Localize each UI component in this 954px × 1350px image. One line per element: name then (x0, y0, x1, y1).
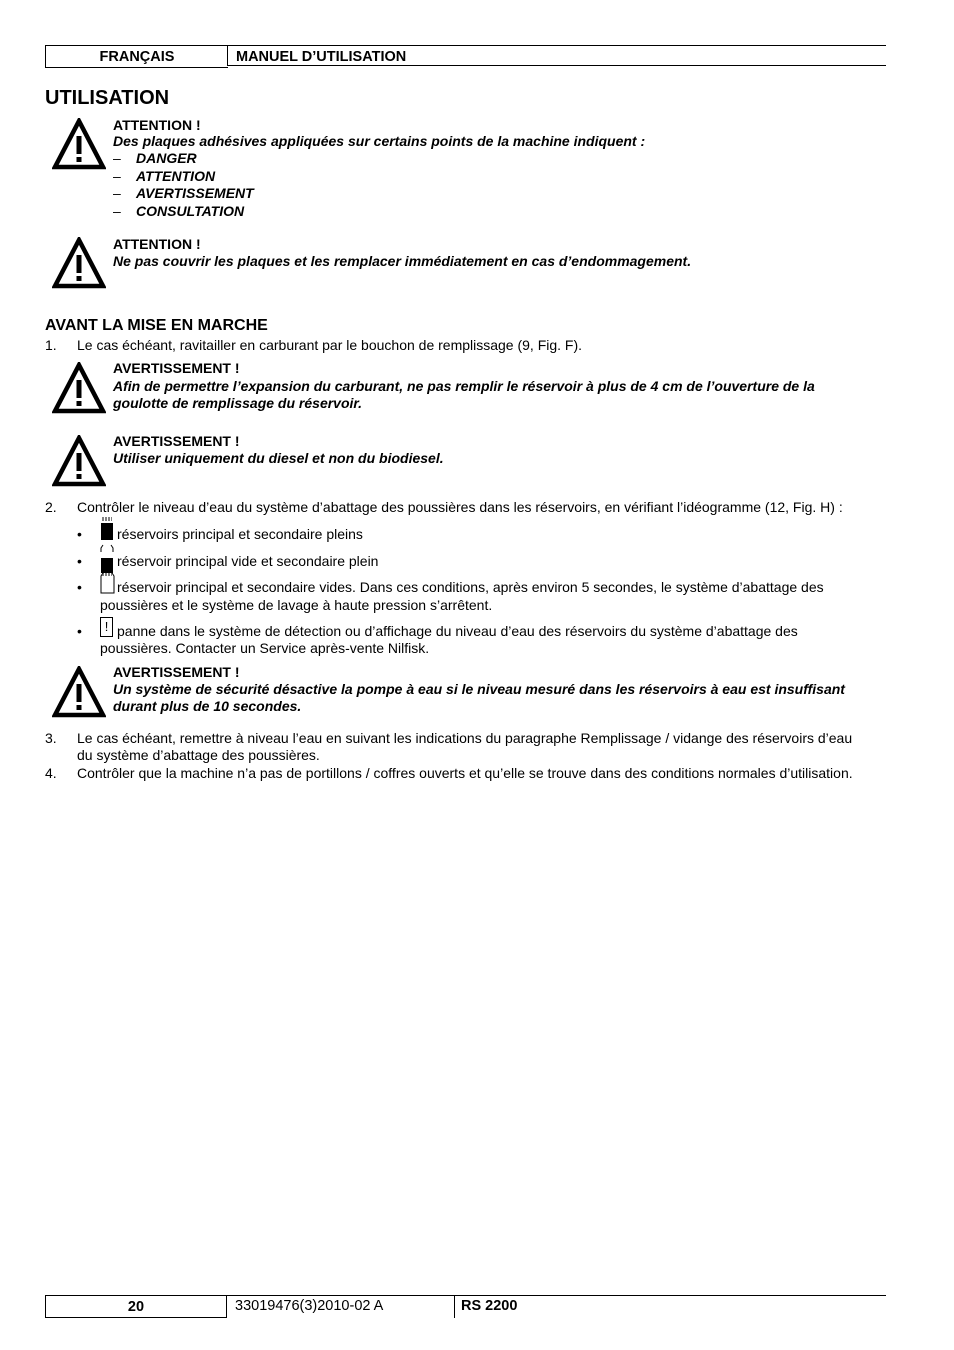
tanks-full-icon (100, 517, 114, 541)
tanks-empty-icon (100, 572, 115, 594)
bullet4-line1: panne dans le système de détection ou d’affichage du niveau d’eau des réservoirs du système d’abattage des (117, 623, 798, 639)
warning-triangle-icon (52, 666, 106, 718)
warning3-line1: Afin de permettre l’expansion du carburant, ne pas remplir le réservoir à plus de 4 cm de l’ouverture de la (113, 378, 815, 394)
bullet3-line2: poussières et le système de lavage à haute pression s’arrêtent. (100, 597, 493, 613)
document-number: 33019476(3)2010-02 A (227, 1295, 455, 1318)
bullet2-text: réservoir principal vide et secondaire plein (117, 553, 379, 569)
list-item: – DANGER (113, 150, 197, 166)
bullet3-line1: réservoir principal et secondaire vides. Dans ces conditions, après environ 5 secondes, le système d’abattage des (117, 579, 824, 595)
warning4-title: AVERTISSEMENT ! (113, 433, 240, 449)
header-manual-title: MANUEL D’UTILISATION (227, 45, 886, 66)
step3-line2: du système d’abattage des poussières. (77, 747, 320, 763)
warning1-text: Des plaques adhésives appliquées sur certains points de la machine indiquent : (113, 133, 646, 149)
list-item: – AVERTISSEMENT (113, 185, 254, 201)
warning5-title: AVERTISSEMENT ! (113, 664, 240, 680)
warning2-title: ATTENTION ! (113, 236, 201, 252)
bullet1-text: réservoirs principal et secondaire pleins (117, 526, 363, 542)
warning5-line1: Un système de sécurité désactive la pompe à eau si le niveau mesuré dans les réservoirs à eau est insuffisant (113, 681, 845, 697)
page-footer (45, 1295, 886, 1319)
step4-text: Contrôler que la machine n’a pas de portillons / coffres ouverts et qu’elle se trouve dans des conditions normales d’utilisation. (77, 765, 853, 781)
step2-text: Contrôler le niveau d’eau du système d’abattage des poussières dans les réservoirs, en vérifiant l’idéogramme (12, Fig. H) : (77, 499, 843, 515)
fault-icon: ! (100, 617, 113, 637)
step1-text: Le cas échéant, ravitailler en carburant par le bouchon de remplissage (9, Fig. F). (77, 337, 583, 353)
bullet4-line2: poussières. Contacter un Service après-vente Nilfisk. (100, 640, 430, 656)
bullet-symbol: • (77, 526, 82, 542)
page-header (45, 45, 886, 67)
step3-number: 3. (45, 730, 57, 746)
step3-line1: Le cas échéant, remettre à niveau l’eau en suivant les indications du paragraphe Remplissage / vidange des réservoirs d’eau (77, 730, 853, 746)
warning5-line2: durant plus de 10 secondes. (113, 698, 302, 714)
list-item: – CONSULTATION (113, 202, 245, 219)
warning1-list (113, 150, 254, 220)
list-item: – ATTENTION (113, 167, 216, 184)
warning-triangle-icon (52, 118, 106, 170)
warning-triangle-icon (52, 435, 106, 487)
warning2-text: Ne pas couvrir les plaques et les remplacer immédiatement en cas d’endommagement. (113, 253, 692, 269)
subsection-title: AVANT LA MISE EN MARCHE (45, 317, 268, 334)
step1-number: 1. (45, 337, 57, 353)
header-language: FRANÇAIS (45, 45, 228, 68)
section-title: UTILISATION (45, 87, 170, 109)
warning4-text: Utiliser uniquement du diesel et non du biodiesel. (113, 450, 444, 466)
bullet-symbol: • (77, 579, 82, 595)
warning3-line2: goulotte de remplissage du réservoir. (113, 395, 362, 411)
step2-number: 2. (45, 499, 57, 515)
page-number: 20 (45, 1295, 227, 1318)
warning-triangle-icon (52, 362, 106, 414)
step4-number: 4. (45, 765, 57, 781)
bullet-symbol: • (77, 553, 82, 569)
warning3-title: AVERTISSEMENT ! (113, 360, 240, 376)
warning-triangle-icon (52, 237, 106, 289)
bullet-symbol: • (77, 623, 82, 639)
warning1-title: ATTENTION ! (113, 117, 201, 133)
model-name: RS 2200 (461, 1298, 518, 1314)
